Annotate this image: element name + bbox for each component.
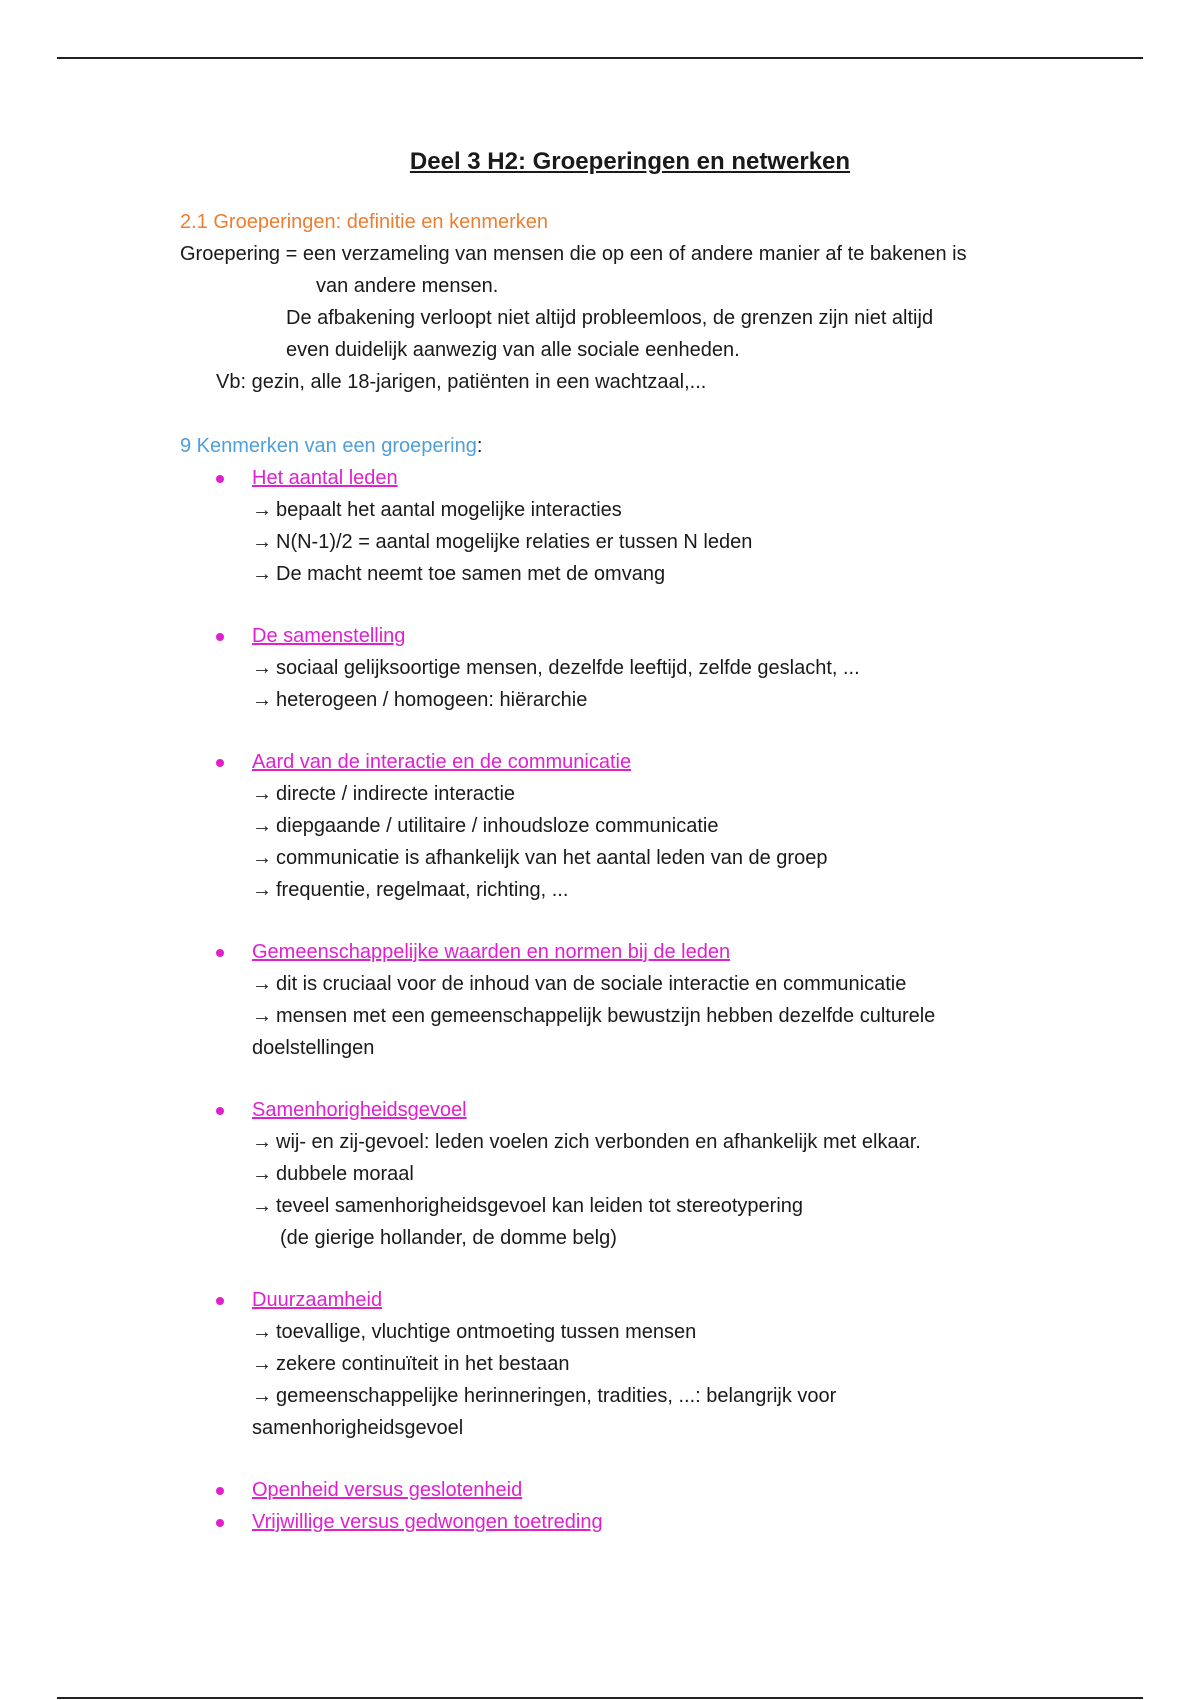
- bullet-icon: [216, 475, 224, 483]
- bullet-icon: [216, 1107, 224, 1115]
- feature-point: [252, 842, 1080, 874]
- feature-heading: Het aantal leden: [252, 467, 398, 489]
- feature-point: [252, 558, 1080, 590]
- bullet-icon: [216, 633, 224, 641]
- feature-point: [252, 684, 1080, 716]
- kenmerken-heading-text: 9 Kenmerken van een groepering: [180, 435, 477, 457]
- list-item-waarden-normen: [180, 936, 1080, 1064]
- list-item-aard-interactie: [180, 746, 1080, 906]
- feature-point-text: dubbele moraal: [276, 1163, 414, 1185]
- bullet-icon: [216, 759, 224, 767]
- arrow-right-icon: →: [252, 563, 272, 585]
- feature-heading: Aard van de interactie en de communicatie: [252, 751, 632, 773]
- definition-line-2: van andere mensen.: [316, 275, 499, 297]
- feature-point-text: De macht neemt toe samen met de omvang: [276, 563, 666, 585]
- section-heading: 2.1 Groeperingen: definitie en kenmerken: [180, 211, 549, 233]
- header-rule: [57, 57, 1143, 59]
- list-item-samenstelling: [180, 620, 1080, 716]
- arrow-right-icon: →: [252, 973, 272, 995]
- arrow-right-icon: →: [252, 657, 272, 679]
- feature-point: [252, 1190, 1080, 1222]
- arrow-right-icon: →: [252, 1385, 272, 1407]
- feature-point: [252, 1000, 1012, 1064]
- feature-heading: Gemeenschappelijke waarden en normen bij de leden: [252, 941, 731, 963]
- feature-point-text: toevallige, vluchtige ontmoeting tussen mensen: [276, 1321, 697, 1343]
- feature-point-text: dit is cruciaal voor de inhoud van de sociale interactie en communicatie: [276, 973, 907, 995]
- feature-point: [252, 778, 1080, 810]
- feature-point: [252, 810, 1080, 842]
- list-item-openheid: [180, 1474, 1080, 1506]
- feature-point-text: heterogeen / homogeen: hiërarchie: [276, 689, 588, 711]
- feature-point-text: diepgaande / utilitaire / inhoudsloze communicatie: [276, 815, 719, 837]
- feature-point: [252, 874, 1080, 906]
- feature-heading: Vrijwillige versus gedwongen toetreding: [252, 1511, 603, 1533]
- bullet-icon: [216, 949, 224, 957]
- feature-point: [252, 1348, 1080, 1380]
- arrow-right-icon: →: [252, 783, 272, 805]
- feature-heading: Samenhorigheidsgevoel: [252, 1099, 467, 1121]
- bullet-icon: [216, 1297, 224, 1305]
- arrow-right-icon: →: [252, 499, 272, 521]
- kenmerken-heading-colon: :: [476, 435, 483, 457]
- arrow-right-icon: →: [252, 1321, 272, 1343]
- arrow-right-icon: →: [252, 1005, 272, 1027]
- afbakening-line-2: even duidelijk aanwezig van alle sociale eenheden.: [286, 339, 740, 361]
- feature-point-text: bepaalt het aantal mogelijke interacties: [276, 499, 622, 521]
- feature-point-text: wij- en zij-gevoel: leden voelen zich verbonden en afhankelijk met elkaar.: [276, 1131, 921, 1153]
- arrow-right-icon: →: [252, 879, 272, 901]
- feature-point: [252, 1126, 1080, 1158]
- feature-point-text: teveel samenhorigheidsgevoel kan leiden tot stereotypering: [276, 1195, 804, 1217]
- arrow-right-icon: →: [252, 1353, 272, 1375]
- arrow-right-icon: →: [252, 531, 272, 553]
- bullet-icon: [216, 1487, 224, 1495]
- bullet-icon: [216, 1519, 224, 1527]
- feature-point: [252, 1158, 1080, 1190]
- arrow-right-icon: →: [252, 1163, 272, 1185]
- document-page: [180, 140, 1080, 1538]
- feature-point: [252, 968, 1080, 1000]
- example-line: Vb: gezin, alle 18-jarigen, patiënten in een wachtzaal,...: [216, 371, 707, 393]
- arrow-right-icon: →: [252, 847, 272, 869]
- list-item-aantal-leden: [180, 462, 1080, 590]
- afbakening-line-1: De afbakening verloopt niet altijd probleemloos, de grenzen zijn niet altijd: [286, 307, 934, 329]
- arrow-right-icon: →: [252, 1195, 272, 1217]
- list-item-duurzaamheid: [180, 1284, 1080, 1444]
- feature-point: [252, 494, 1080, 526]
- feature-point-text: communicatie is afhankelijk van het aantal leden van de groep: [276, 847, 828, 869]
- arrow-right-icon: →: [252, 815, 272, 837]
- feature-point-text: directe / indirecte interactie: [276, 783, 516, 805]
- list-item-samenhorigheid: [180, 1094, 1080, 1254]
- definition-line-1: Groepering = een verzameling van mensen die op een of andere manier af te bakenen is: [180, 243, 967, 265]
- footer-rule: [57, 1697, 1143, 1699]
- feature-point-text: gemeenschappelijke herinneringen, tradities, ...: belangrijk voor samenhorigheidsgevoel: [252, 1385, 837, 1439]
- document-title: Deel 3 H2: Groeperingen en netwerken: [409, 148, 851, 175]
- feature-heading: Openheid versus geslotenheid: [252, 1479, 523, 1501]
- list-item-toetreding: [180, 1506, 1080, 1538]
- arrow-right-icon: →: [252, 689, 272, 711]
- kenmerken-heading: [180, 430, 1080, 462]
- feature-point: [252, 1380, 952, 1444]
- feature-point: [252, 1316, 1080, 1348]
- feature-point: [252, 652, 1080, 684]
- arrow-right-icon: →: [252, 1131, 272, 1153]
- feature-point-text: frequentie, regelmaat, richting, ...: [276, 879, 569, 901]
- feature-point-text: mensen met een gemeenschappelijk bewustzijn hebben dezelfde culturele doelstellingen: [252, 1005, 936, 1059]
- feature-point-text: N(N-1)/2 = aantal mogelijke relaties er tussen N leden: [276, 531, 753, 553]
- feature-point-continuation: (de gierige hollander, de domme belg): [280, 1227, 617, 1249]
- feature-heading: Duurzaamheid: [252, 1289, 383, 1311]
- feature-point-text: zekere continuïteit in het bestaan: [276, 1353, 570, 1375]
- feature-point-text: sociaal gelijksoortige mensen, dezelfde leeftijd, zelfde geslacht, ...: [276, 657, 860, 679]
- feature-point: [252, 526, 1080, 558]
- feature-heading: De samenstelling: [252, 625, 406, 647]
- kenmerken-list: [180, 462, 1080, 1538]
